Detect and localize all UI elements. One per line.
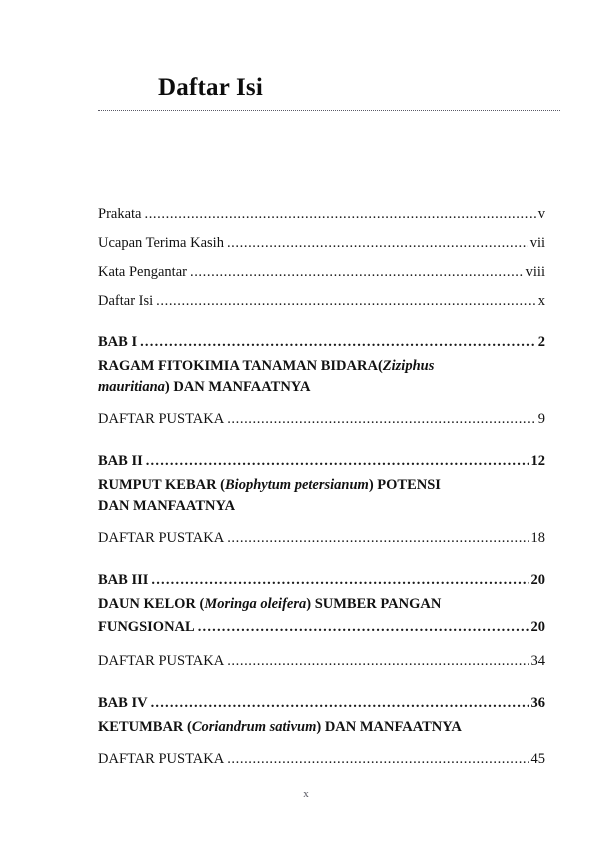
toc-entry-label: Ucapan Terima Kasih bbox=[98, 235, 224, 251]
chapter-group-4 bbox=[98, 691, 545, 775]
page-title: Daftar Isi bbox=[158, 74, 264, 101]
dot-leader bbox=[144, 207, 535, 222]
toc-entry[interactable] bbox=[98, 229, 545, 258]
chapter-title-text-start: RAGAM FITOKIMIA TANAMAN BIDARA( bbox=[98, 358, 383, 374]
chapter-title-text-start: DAUN KELOR ( bbox=[98, 596, 205, 612]
toc-entry-label: Daftar Isi bbox=[98, 293, 154, 309]
dot-leader bbox=[198, 620, 529, 635]
bibliography-page: 34 bbox=[530, 653, 545, 669]
toc-entry-label: Kata Pengantar bbox=[98, 264, 187, 280]
toc-entry-page: v bbox=[537, 206, 545, 222]
bibliography-entry[interactable] bbox=[98, 744, 545, 775]
bibliography-entry[interactable] bbox=[98, 523, 545, 554]
dot-leader bbox=[190, 265, 524, 280]
front-matter-group bbox=[98, 200, 545, 316]
chapter-title bbox=[98, 356, 468, 398]
dot-leader bbox=[227, 752, 528, 767]
dot-leader bbox=[227, 531, 528, 546]
chapter-title-text-start: KETUMBAR ( bbox=[98, 719, 192, 735]
chapter-label: BAB II bbox=[98, 453, 143, 469]
chapter-title-species: Moringa oleifera bbox=[204, 596, 307, 612]
bibliography-page: 18 bbox=[530, 530, 545, 546]
chapter-entry[interactable] bbox=[98, 449, 545, 474]
chapter-title-continuation-label: FUNGSIONAL bbox=[98, 619, 195, 635]
chapter-title bbox=[98, 475, 468, 517]
title-divider bbox=[98, 110, 560, 111]
chapter-title-text-end: ) DAN MANFAATNYA bbox=[316, 719, 462, 735]
chapter-title bbox=[98, 594, 468, 615]
chapter-entry[interactable] bbox=[98, 691, 545, 716]
dot-leader bbox=[227, 236, 528, 251]
bibliography-label: DAFTAR PUSTAKA bbox=[98, 530, 225, 546]
chapter-title-text-end: ) SUMBER PANGAN bbox=[306, 596, 442, 612]
chapter-group-2 bbox=[98, 449, 545, 554]
page-folio: x bbox=[303, 788, 309, 800]
chapter-title-continuation-entry[interactable] bbox=[98, 615, 545, 640]
toc-entry[interactable] bbox=[98, 200, 545, 229]
dot-leader bbox=[146, 454, 529, 469]
toc-entry[interactable] bbox=[98, 258, 545, 287]
toc-entry[interactable] bbox=[98, 287, 545, 316]
chapter-title-continuation-page: 20 bbox=[530, 619, 545, 635]
dot-leader bbox=[140, 335, 536, 350]
chapter-title-text-start: RUMPUT KEBAR ( bbox=[98, 477, 226, 493]
chapter-page: 20 bbox=[530, 572, 545, 588]
dot-leader bbox=[151, 573, 528, 588]
bibliography-label: DAFTAR PUSTAKA bbox=[98, 411, 225, 427]
dot-leader bbox=[156, 294, 536, 309]
chapter-title-text-end: ) POTENSI DAN MANFAATNYA bbox=[98, 477, 441, 514]
chapter-label: BAB IV bbox=[98, 695, 148, 711]
dot-leader bbox=[227, 654, 528, 669]
chapter-page: 36 bbox=[530, 695, 545, 711]
bibliography-entry[interactable] bbox=[98, 646, 545, 677]
bibliography-entry[interactable] bbox=[98, 404, 545, 435]
chapter-entry[interactable] bbox=[98, 330, 545, 355]
bibliography-label: DAFTAR PUSTAKA bbox=[98, 751, 225, 767]
chapter-title bbox=[98, 717, 468, 738]
chapter-title-text-end: ) DAN MANFAATNYA bbox=[164, 379, 311, 395]
chapter-label: BAB I bbox=[98, 334, 138, 350]
chapter-group-1 bbox=[98, 330, 545, 435]
chapter-title-species: Coriandrum sativum bbox=[191, 719, 317, 735]
toc-entry-page: vii bbox=[529, 235, 545, 251]
chapter-label: BAB III bbox=[98, 572, 149, 588]
chapter-title-species: Biophytum petersianum bbox=[225, 477, 369, 493]
chapter-title-species: Ziziphus mauritiana bbox=[98, 358, 435, 395]
table-of-contents bbox=[98, 200, 545, 775]
toc-entry-page: viii bbox=[525, 264, 545, 280]
chapter-page: 2 bbox=[537, 334, 545, 350]
chapter-group-3 bbox=[98, 568, 545, 677]
chapter-page: 12 bbox=[530, 453, 545, 469]
dot-leader bbox=[227, 412, 536, 427]
dot-leader bbox=[151, 696, 529, 711]
toc-entry-label: Prakata bbox=[98, 206, 142, 222]
bibliography-page: 9 bbox=[537, 411, 545, 427]
bibliography-page: 45 bbox=[530, 751, 545, 767]
chapter-entry[interactable] bbox=[98, 568, 545, 593]
bibliography-label: DAFTAR PUSTAKA bbox=[98, 653, 225, 669]
toc-entry-page: x bbox=[537, 293, 545, 309]
